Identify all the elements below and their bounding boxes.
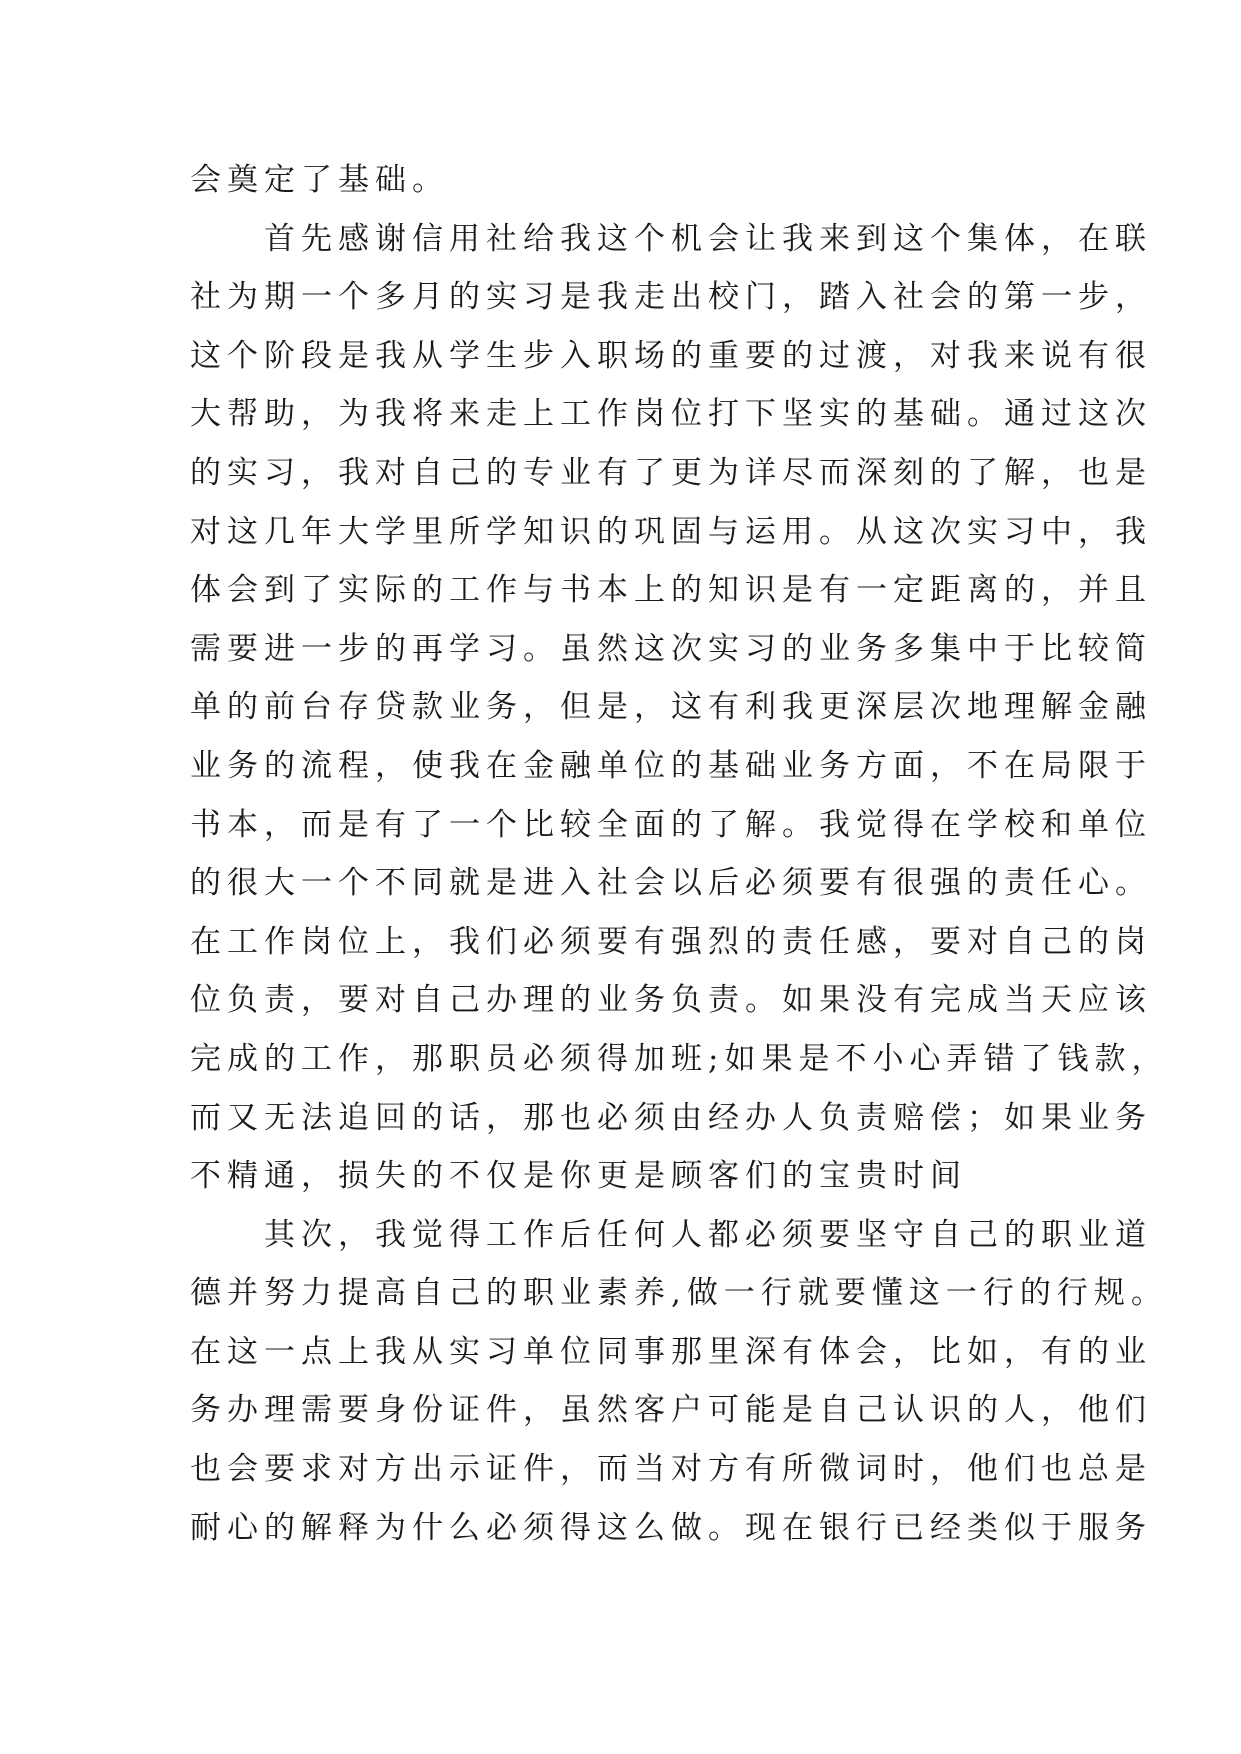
text-line: 对这几年大学里所学知识的巩固与运用。从这次实习中，我 (190, 513, 1152, 550)
text-line: 书本，而是有了一个比较全面的了解。我觉得在学校和单位 (190, 806, 1152, 843)
text-line: 需要进一步的再学习。虽然这次实习的业务多集中于比较简 (190, 630, 1152, 667)
text-line: 不精通，损失的不仅是你更是顾客们的宝贵时间 (190, 1158, 967, 1195)
paragraph-first-line: 其次，我觉得工作后任何人都必须要坚守自己的职业道 (264, 1216, 1152, 1253)
text-line: 在工作岗位上，我们必须要有强烈的责任感，要对自己的岗 (190, 923, 1152, 960)
body-text (190, 151, 1169, 1557)
text-line: 的很大一个不同就是进入社会以后必须要有很强的责任心。 (190, 865, 1152, 902)
text-line: 单的前台存贷款业务，但是，这有利我更深层次地理解金融 (190, 689, 1152, 726)
text-line: 而又无法追回的话，那也必须由经办人负责赔偿；如果业务 (190, 1099, 1152, 1136)
text-line: 业务的流程，使我在金融单位的基础业务方面，不在局限于 (190, 747, 1152, 784)
text-line: 德并努力提高自己的职业素养,做一行就要懂这一行的行规。 (190, 1275, 1168, 1312)
text-line: 的实习，我对自己的专业有了更为详尽而深刻的了解，也是 (190, 454, 1152, 491)
text-line: 务办理需要身份证件，虽然客户可能是自己认识的人，他们 (190, 1392, 1152, 1429)
text-line: 位负责，要对自己办理的业务负责。如果没有完成当天应该 (190, 982, 1152, 1019)
text-line: 会奠定了基础。 (190, 162, 449, 198)
text-line: 体会到了实际的工作与书本上的知识是有一定距离的，并且 (190, 572, 1152, 609)
text-line: 这个阶段是我从学生步入职场的重要的过渡，对我来说有很 (190, 337, 1152, 374)
text-line: 大帮助，为我将来走上工作岗位打下坚实的基础。通过这次 (190, 396, 1152, 433)
text-line: 在这一点上我从实习单位同事那里深有体会，比如，有的业 (190, 1333, 1152, 1370)
paragraph-first-line: 首先感谢信用社给我这个机会让我来到这个集体，在联 (264, 220, 1152, 257)
text-line: 也会要求对方出示证件，而当对方有所微词时，他们也总是 (190, 1451, 1152, 1488)
text-line: 耐心的解释为什么必须得这么做。现在银行已经类似于服务 (190, 1509, 1152, 1546)
text-line: 社为期一个多月的实习是我走出校门，踏入社会的第一步， (190, 279, 1152, 316)
text-line: 完成的工作，那职员必须得加班;如果是不小心弄错了钱款， (190, 1040, 1169, 1077)
